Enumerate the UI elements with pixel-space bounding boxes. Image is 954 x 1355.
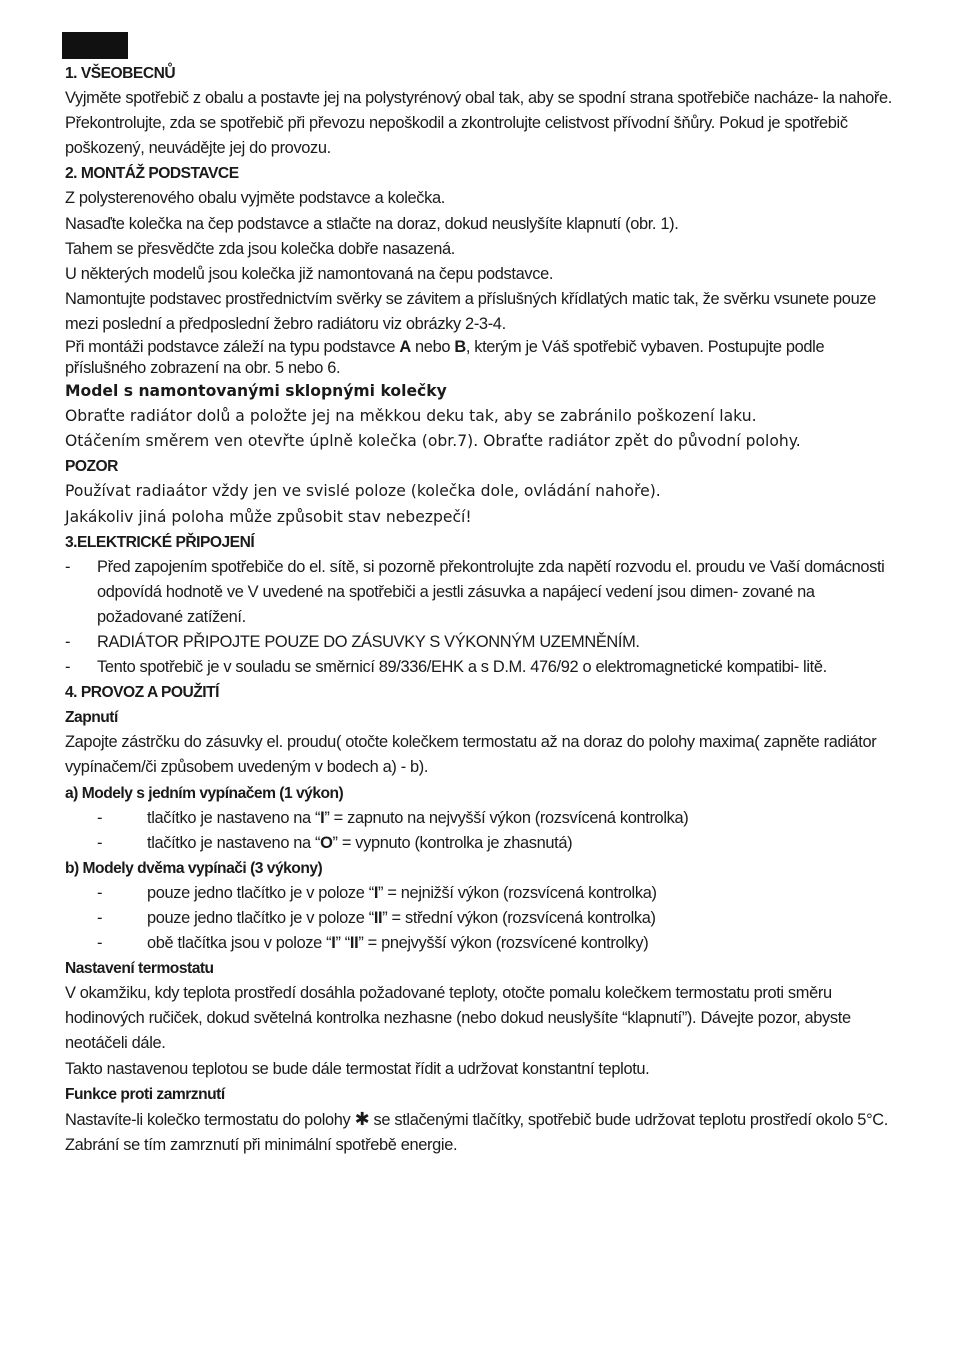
switch-symbol: O — [320, 833, 333, 852]
switch-symbol: I — [331, 934, 336, 953]
assembly-paragraph-5: Namontujte podstavec prostřednictvím svěrky se závitem a příslušných křídlatých matic tak, že svěrku vsunete pouze mezi poslední a předposlední žebro radiátoru viz obrázky 2-3-4. — [65, 289, 876, 333]
model-b-heading: b) Modely dvěma vypínači (3 výkony) — [65, 859, 323, 877]
assembly-p6-text-a: Při montáži podstavce záleží na typu podstavce — [65, 338, 400, 357]
item-text: ” = vypnuto (kontrolka je zhasnutá) — [332, 833, 573, 852]
manual-page — [65, 61, 895, 1158]
electrical-item-text: Tento spotřebič je v souladu se směrnicí 89/336/EHK a s D.M. 476/92 o elektromagnetické kompatibi- litě. — [97, 658, 827, 677]
electrical-item-3 — [65, 655, 895, 680]
frost-symbol-icon: ✱ — [354, 1108, 370, 1129]
antifreeze-paragraph — [65, 1107, 895, 1158]
assembly-paragraph-2: Nasaďte kolečka na čep podstavce a stlačte na doraz, dokud neuslyšíte klapnutí (obr. 1). — [65, 214, 679, 233]
item-text: ” “ — [335, 934, 350, 953]
dash-bullet: - — [65, 632, 71, 651]
dash-bullet: - — [65, 658, 71, 677]
item-text: obě tlačítka jsou v poloze “ — [147, 934, 332, 953]
model-a-heading: a) Modely s jedním vypínačem (1 výkon) — [65, 784, 344, 802]
item-text: ” = střední výkon (rozsvícená kontrolka) — [382, 909, 656, 927]
assembly-paragraph-3: Tahem se přesvědčte zda jsou kolečka dobře nasazená. — [65, 239, 455, 258]
heading-operation: 4. PROVOZ A POUŽITÍ — [65, 684, 219, 702]
thermostat-paragraph-2: Takto nastavenou teplotou se bude dále termostat řídit a udržovat konstantní teplotu. — [65, 1059, 650, 1078]
switch-symbol: II — [373, 909, 383, 927]
model-a-item-1 — [65, 806, 895, 831]
electrical-item-text: Před zapojením spotřebiče do el. sítě, si pozorně překontrolujte zda napětí rozvodu el. proudu ve Vaší domácnosti odpovídá hodnotě ve V uvedené na spotřebiči a jestli zásuvka a napájecí vedení jsou dimen- zované na požadované zatížení. — [97, 557, 885, 626]
heading-general: 1. VŠEOBECNŮ — [65, 65, 176, 82]
assembly-paragraph-4: U některých modelů jsou kolečka již namontovaná na čepu podstavce. — [65, 264, 554, 283]
language-tab-marker — [62, 32, 128, 59]
assembly-p6-text-c: , kterým je Váš spotřebič vybaven. Postupujte podle příslušného zobrazení na obr. 5 nebo 6. — [65, 338, 825, 378]
assembly-p6-text-b: nebo — [410, 338, 455, 357]
switch-symbol: I — [373, 883, 379, 902]
switch-on-heading: Zapnutí — [65, 709, 118, 727]
stand-type-a: A — [399, 338, 411, 357]
electrical-item-1 — [65, 555, 895, 630]
item-text: ” = zapnuto na nejvyšší výkon (rozsvícená kontrolka) — [324, 808, 689, 827]
item-text: pouze jedno tlačítko je v poloze “ — [147, 909, 374, 927]
item-text: ” = nejnižší výkon (rozsvícená kontrolka) — [378, 883, 657, 902]
model-a-item-2 — [65, 831, 895, 856]
heading-electrical: 3.ELEKTRICKÉ PŘIPOJENÍ — [65, 533, 255, 551]
stand-type-b: B — [454, 338, 466, 357]
thermostat-paragraph-1: V okamžiku, kdy teplota prostředí dosáhla požadované teploty, otočte pomalu kolečkem termostatu proti směru hodinových ručiček, dokud světelná kontrolka nezhasne (nebo dokud neuslyšíte “klapnutí”). Dávejte pozor, abyste neotáčeli dále. — [65, 984, 851, 1053]
dash-bullet: - — [97, 808, 103, 827]
assembly-paragraph-7: Obraťte radiátor dolů a položte jej na měkkou deku tak, aby se zabránilo poškození laku. — [65, 407, 757, 426]
general-paragraph-2: Překontrolujte, zda se spotřebič při převozu nepoškodil a zkontrolujte celistvost přívodní šňůry. Pokud je spotřebič poškozený, neuváděјte jej do provozu. — [65, 114, 848, 158]
item-text: pouze jedno tlačítko je v poloze “ — [147, 883, 374, 902]
model-b-item-3 — [65, 931, 895, 956]
general-paragraph-1: Vyjměte spotřebič z obalu a postavte jej na polystyrénový obal tak, aby se spodní strana spotřebiče nacháze- la nahoře. — [65, 89, 892, 108]
switch-on-text: Zapojte zástrčku do zásuvky el. proudu( otočte kolečkem termostatu až na doraz do polohy maxima( zapněte radiátor vypínačem/či způsobem uvedeným v bodech a) - b). — [65, 733, 877, 777]
assembly-paragraph-1: Z polysterenového obalu vyjměte podstavce a kolečka. — [65, 189, 445, 208]
warning-heading: POZOR — [65, 458, 118, 476]
assembly-paragraph-10: Jakákoliv jiná poloha může způsobit stav nebezpečí! — [65, 507, 472, 526]
item-text: ” = pnejvyšší výkon (rozsvícené kontrolky) — [358, 934, 649, 953]
electrical-item-text: RADIÁTOR PŘIPOJTE POUZE DO ZÁSUVKY S VÝKONNÝM UZEMNĚNÍM. — [97, 632, 640, 651]
antifreeze-heading: Funkce proti zamrznutí — [65, 1085, 225, 1103]
assembly-paragraph-6 — [65, 337, 895, 379]
thermostat-heading: Nastavení termostatu — [65, 960, 214, 978]
item-text: tlačítko je nastaveno na “ — [147, 833, 321, 852]
dash-bullet: - — [97, 934, 103, 953]
dash-bullet: - — [97, 833, 103, 852]
heading-assembly: 2. MONTÁŽ PODSTAVCE — [65, 165, 239, 183]
dash-bullet: - — [97, 883, 103, 902]
switch-symbol: I — [320, 808, 325, 827]
assembly-paragraph-9: Používat radiaátor vždy jen ve svislé poloze (kolečka dole, ovládání nahoře). — [65, 482, 661, 501]
subheading-folding-wheels: Model s namontovanými sklopnými kolečky — [65, 382, 447, 401]
switch-symbol: II — [349, 934, 359, 953]
item-text: tlačítko je nastaveno na “ — [147, 808, 321, 827]
antifreeze-text-post: se stlačenými tlačítky, spotřebič bude udržovat teplotu prostředí okolo 5°C. Zabrání se tím zamrznutí při minimální spotřebě energie. — [65, 1110, 888, 1154]
assembly-paragraph-8: Otáčením směrem ven otevřte úplně kolečka (obr.7). Obraťte radiátor zpět do původní polohy. — [65, 432, 801, 451]
model-b-item-2 — [65, 906, 895, 931]
dash-bullet: - — [97, 909, 103, 927]
dash-bullet: - — [65, 557, 71, 576]
antifreeze-text-pre: Nastavíte-li kolečko termostatu do polohy — [65, 1110, 355, 1129]
electrical-item-2 — [65, 630, 895, 655]
model-b-item-1 — [65, 881, 895, 906]
